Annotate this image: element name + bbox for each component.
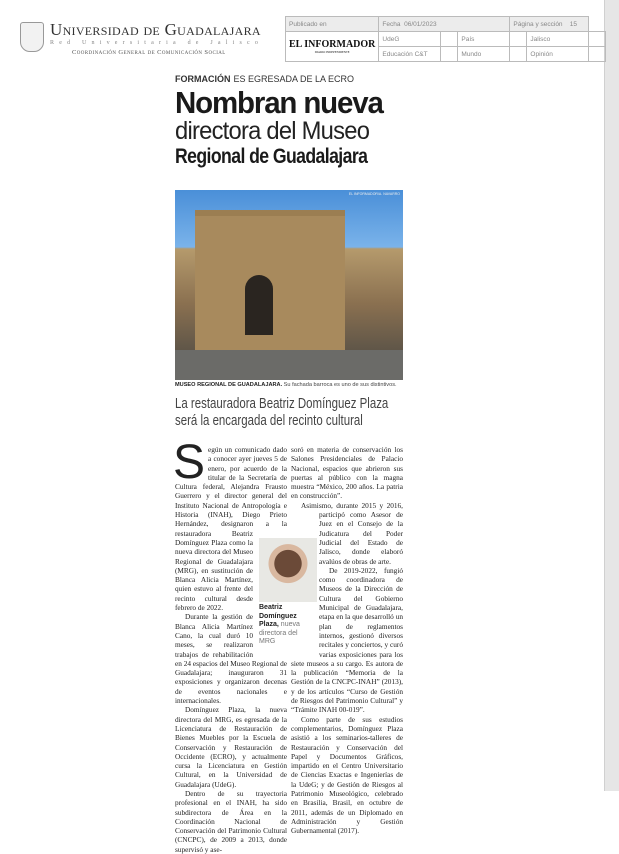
building-door	[245, 275, 273, 335]
university-logo	[20, 20, 264, 60]
university-name: Universidad de Guadalajara	[50, 20, 261, 39]
kicker	[175, 74, 403, 85]
headline-line-1: Nombran nueva	[175, 85, 383, 120]
paragraph: Domínguez Plaza, la nueva directora del MRG, es egresada de la Licenciatura de Restauración de Bienes Muebles por la Escuela de Conservación y Restauración de Occidente (ECRO), y actualmente cursa la Licenciatura en Gestión Cultural, en la Universidad de Guadalajara (UdeG).	[175, 705, 287, 789]
section-check	[441, 47, 458, 62]
scrollbar[interactable]	[604, 0, 619, 791]
paragraph: soró en materia de conservación los Salones Presidenciales de Palacio Nacional, espacios que abrieron sus puertas al público con la magna muestra “México, 200 años. La patria en construcción”.	[291, 445, 403, 501]
portrait-caption	[259, 604, 314, 647]
photo-caption	[175, 382, 405, 389]
paragraph: Como parte de sus estudios complementarios, Domínguez Plaza asistió a los seminarios-talleres de Restauración y Conservación del Papel y Documentos Gráficos, impartido en el Centro Universitario de Ciencias Exactas e Ingenierías de la UdeG; y de Gestión de Riesgos al Patrimonio Museológico, celebrado en Brasilia, Brasil, en octubre de 2011, además de un Diplomado en Administración y Gestión Gubernamental (2017).	[291, 714, 403, 836]
paragraph: De 2019-2022, fungió como coordinadora de Museos de la Dirección de Cultura del Gobierno Municipal de Guadalajara, etapa en la que desarrolló un plan de reglamentos internos, gestionó diversos recitales y conciertos, y curó varias exposiciones para los siete museos a su cargo. Es autora de la publicación “Memoria de la Gestión de la CNCPC-INAH” (2013), y de los artículos “Curso de Gestión de Riesgos del Patrimonio Cultural” y “Trámite INAH 00-019”.	[291, 565, 403, 715]
portrait-photo	[259, 538, 317, 602]
kicker-section: FORMACIÓN	[175, 74, 231, 84]
museum-photo	[175, 190, 403, 380]
section-mundo: Mundo	[458, 47, 510, 62]
paragraph: Durante la gestión de Blanca Alicia Martínez Cano, la cual duró 10 meses, se realizaron trabajos de rehabilitación en 24 espacios del Museo Regional de Guadalajara; inauguraron 31 exposiciones y organizaron decenas de eventos nacionales e internacionales.	[175, 612, 287, 706]
publication-table	[285, 16, 606, 62]
page-label: Página y sección	[513, 20, 563, 28]
section-check	[589, 47, 606, 62]
kicker-text: ES EGRESADA DE LA ECRO	[233, 74, 355, 84]
published-in-label: Publicado en	[286, 17, 379, 32]
newspaper-name: EL INFORMADOR	[289, 38, 376, 50]
section-educacion: Educación C&T	[379, 47, 441, 62]
street	[175, 350, 403, 380]
drop-cap: S	[173, 436, 206, 489]
coordination-name: Coordinación General de Comunicación Social	[72, 49, 226, 56]
page-value: 15	[569, 20, 578, 28]
section-udeg: UdeG	[379, 32, 441, 47]
headline-line-2: directora del Museo	[175, 117, 370, 145]
section-opinion: Opinión	[527, 47, 589, 62]
university-seal-icon	[20, 22, 44, 52]
photo-credit: EL INFORMADOR/A. NAVARRO	[348, 192, 400, 196]
headline-line-3: Regional de Guadalajara	[175, 145, 368, 168]
date-label: Fecha	[382, 20, 401, 28]
subheadline: La restauradora Beatriz Domínguez Plaza será la encargada del recinto cultural	[175, 396, 389, 429]
section-check	[589, 32, 606, 47]
date-cell	[379, 17, 510, 32]
page-cell	[510, 17, 589, 32]
paragraph: Asimismo, durante 2015 y 2016, participó como Asesor de Juez en el Consejo de la Judicatura del Poder Judicial del Estado de Jalisco, donde elaboró avalúos de obras de arte.	[301, 500, 403, 566]
caption-title: MUSEO REGIONAL DE GUADALAJARA.	[175, 382, 283, 388]
paragraph: Dentro de su trayectoria profesional en el INAH, ha sido subdirectora de Área en la Coordinación Nacional de Conservación del Patrimonio Cultural (CNCPC), de 2009 a 2013, donde supervisó y ase-	[175, 788, 287, 854]
article-header	[175, 74, 403, 170]
section-check	[510, 32, 527, 47]
date-value: 06/01/2023	[404, 20, 437, 28]
section-pais: País	[458, 32, 510, 47]
section-jalisco: Jalisco	[527, 32, 589, 47]
section-check	[510, 47, 527, 62]
body-column-1	[173, 436, 287, 854]
network-name: Red Universitaria de Jalisco	[50, 40, 264, 46]
portrait-caption-name: Beatriz Domínguez Plaza,	[259, 604, 297, 628]
caption-text: Su fachada barroca es uno de sus distintivos.	[282, 382, 397, 388]
section-check	[441, 32, 458, 47]
portrait-caption-text: nueva directora del MRG	[259, 621, 300, 645]
newspaper-logo	[286, 32, 379, 62]
newspaper-tagline: DIARIO INDEPENDIENTE	[314, 49, 350, 54]
paragraph: egún un comunicado dado a conocer ayer jueves 5 de enero, por acuerdo de la titular de la Secretaría de Cultura federal, Alejandra Frausto Guerrero y el director general del Instituto Nacional de Antropología e Historia (INAH), Diego Prieto Hernández, designaron a la restauradora Beatriz Domínguez Plaza como la nueva directora del Museo Regional de Guadalajara (MRG), en sustitución de Blanca Alicia Martínez, quien estuvo al frente del recinto cultural desde febrero de 2022.	[175, 445, 287, 613]
